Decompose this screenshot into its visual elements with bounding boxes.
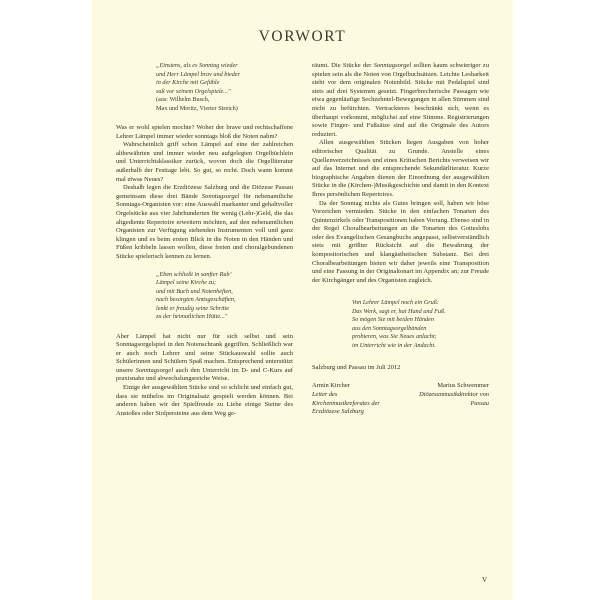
spacer xyxy=(116,262,293,271)
verse-line: probieren, was Sie Neues anlacht; xyxy=(352,333,437,341)
text-run: Deshalb legen die Erzdiözese Salzburg und die Diözese Passau gemeinsam diese drei Bände xyxy=(116,184,293,200)
signatory-name: Marius Schwemmer xyxy=(437,382,489,390)
signature-right xyxy=(401,382,490,416)
spacer xyxy=(116,113,293,124)
paragraph: Wahrscheinlich griff schon Lämpel auf eine der zahlreichen altbewährten und immer wieder neu aufgelegten Orgelbüchlein und Unterrichtsklassiker zurück, wovon doch die Orgelliteratur außerhalb der Festtage lebt. So gut, so recht. Doch wann kommt mal etwas Neues? xyxy=(116,141,293,183)
verse-block-1 xyxy=(116,62,293,113)
dateline: Salzburg und Passau im Juli 2012 xyxy=(312,364,401,372)
signature-left xyxy=(312,382,401,416)
verse-line: So mögen Sie mit beiden Händen xyxy=(352,316,434,324)
verse-line: aus den Sonntagsorgelbänden xyxy=(352,324,427,332)
verse-line: saß vor seinem Orgelspiele..." xyxy=(156,87,231,95)
document-page xyxy=(92,0,513,600)
verse-line: und Herr Lämpel brav und bieder xyxy=(156,70,241,78)
two-column-body xyxy=(116,62,489,576)
verse-line: und mit Buch und Notenheften, xyxy=(156,287,233,295)
signatory-name: Armin Kircher xyxy=(312,382,350,390)
page-title: VORWORT xyxy=(258,28,347,45)
paragraph: Da der Sonntag nichts als Gutes bringen soll, haben wir böse Vorzeichen vermieden. Stücke in den einfachen Tonarten des Quintenzirkels oder Transpositionen haben Vorrang. Ebenso sind in der Regel Choralbearbeitungen an die Tonarten des Gotteslobs oder des Evangelischen Gesangbuchs angepasst, selbstverständlich stets mit größter Rücksicht auf die Bewahrung der kompositorischen und klangästhetischen Substanz. Bei drei Choralbearbeitungen bieten wir daher jeweils eine Transposition und eine Fassung in der Originaltonart im Appendix an; zur Freude der Kirchgänger und des Organisten zugleich. xyxy=(312,199,489,284)
paragraph-with-italics xyxy=(116,333,293,385)
verse-line: in der Kirche mit Gefühle xyxy=(156,79,220,86)
verse-line: nach besorgten Amtsgeschäften, xyxy=(156,296,236,303)
signature-block xyxy=(312,382,489,416)
signatory-role: Diözesanmusikdirektor von Passau xyxy=(419,391,489,407)
verse-line: zu der heimatlichen Hütte..." xyxy=(156,313,228,320)
verse-line: „Eben schließt in sanfter Ruh’ xyxy=(156,270,232,278)
italic-title: Sonntagsorgel xyxy=(373,62,412,69)
page-content-area xyxy=(92,0,513,600)
verse-line: Das Werk, sagt er, hat Hand und Fuß. xyxy=(352,307,446,315)
verse-line: Von Lehrer Lämpel noch ein Gruß: xyxy=(352,299,439,307)
spacer xyxy=(116,322,293,333)
italic-title: Sonntagsorgel xyxy=(135,366,174,374)
verse-block-2 xyxy=(116,271,293,322)
left-column xyxy=(116,62,293,418)
text-run: für nebenamtliche Sonntags-Organisten vor: eine Auswahl markanter und gehaltvoller Orgelstücke aus vier Jahrhunderten für wenig (Lehr-)Geld, die das altgediente Repertoire erweitern möchten, auf den nebenamtlichen Organisten zur Verfügung stehenden Instrumenten voll und ganz klingen und es beim ersten Blick in die Noten in den Händen und Füßen kribbeln lassen wollen, diese freien und choralgebundenen Stücke spielerisch kennen zu lernen. xyxy=(116,192,293,260)
paragraph: Was er wohl spielen mochte? Woher der brave und rechtschaffene Lehrer Lämpel immer wieder sonntags bloß die Noten nahm? xyxy=(116,124,293,140)
right-column xyxy=(312,62,489,416)
verse-attribution-line: (aus: Wilhelm Busch, xyxy=(156,96,210,103)
paragraph-with-italics xyxy=(116,184,293,261)
verse-line: lenkt er freudig seine Schritte xyxy=(156,304,229,312)
signatory-role: Leiter des Kirchenmusikreferates der Erzdiözese Salzburg xyxy=(312,391,380,415)
text-run: auch den Unterricht im D- und C-Kurs auf praxisnahe und abwechslungsreiche Weise. xyxy=(116,366,293,383)
text-run: Aber Lämpel hat nicht nur für sich selbst und sein Sonntagsorgelspiel in den Notenschrank gegriffen. Schließlich war er auch noch Lehrer und seine Stückauswahl sollte auch Schülerinnen und Schülern Spaß machen. Entsprechend unterstützt unsere xyxy=(116,332,293,374)
verse-attribution-line: Max und Moritz, Vierter Streich) xyxy=(156,104,238,112)
verse-line: im Unterricht wie in der Andacht. xyxy=(352,341,436,349)
verse-line: Lämpel seine Kirche zu; xyxy=(156,279,217,286)
paragraph: Allen ausgewählten Stücken liegen Ausgaben von hoher editorischer Qualität zu Grunde. Anstelle eines Quellenverzeichnisses und eines Kritischen Berichts verweisen wir auf das Internet und die entsprechende Sekundärliteratur. Kurze biographische Angaben dienen der Einordnung der ausgewählten Stücke in die (Kirchen-)Musikgeschichte und damit in den Kontext Ihres persönlichen Repertoires. xyxy=(312,139,489,198)
paragraph-with-italics xyxy=(312,62,489,139)
spacer xyxy=(312,285,489,299)
verse-block-3 xyxy=(312,299,489,350)
verse-line: „Einstens, als es Sonntag wieder xyxy=(156,62,238,69)
text-run: räumt. Die Stücke der xyxy=(312,62,374,69)
italic-title: Sonntagsorgel xyxy=(201,192,240,200)
spacer xyxy=(312,350,489,364)
text-run: sollten kaum schwieriger zu spielen sein als die Noten von Orgelbuchsätzen. Leichte Lesbarkeit steht vor dem originalen Notenbild. Stücke mit Pedalspiel sind stets auf drei Systemen gesetzt. Fingerbrecherische Passagen wie etwa gegenläufige Sechzehntel-Bewegungen in allen Stimmen sind nicht zu befürchten. Vertrackteres beschränkt sich, wenn es überhaupt vorkommt, möglichst auf eine Stimme. Registrierungen sowie Finger- und Fußsätze sind auf die Originale des Autors reduziert. xyxy=(312,62,489,138)
paragraph: Einige der ausgewählten Stücke sind so schlicht und einfach gut, dass sie mühelos im Originalsatz gespielt werden können. Bei anderen haben wir der Spielfreude zu Liebe einige Steine des Anstoßes oder Stolpersteine aus dem Weg ge- xyxy=(116,384,293,417)
page-number: V xyxy=(481,576,487,584)
